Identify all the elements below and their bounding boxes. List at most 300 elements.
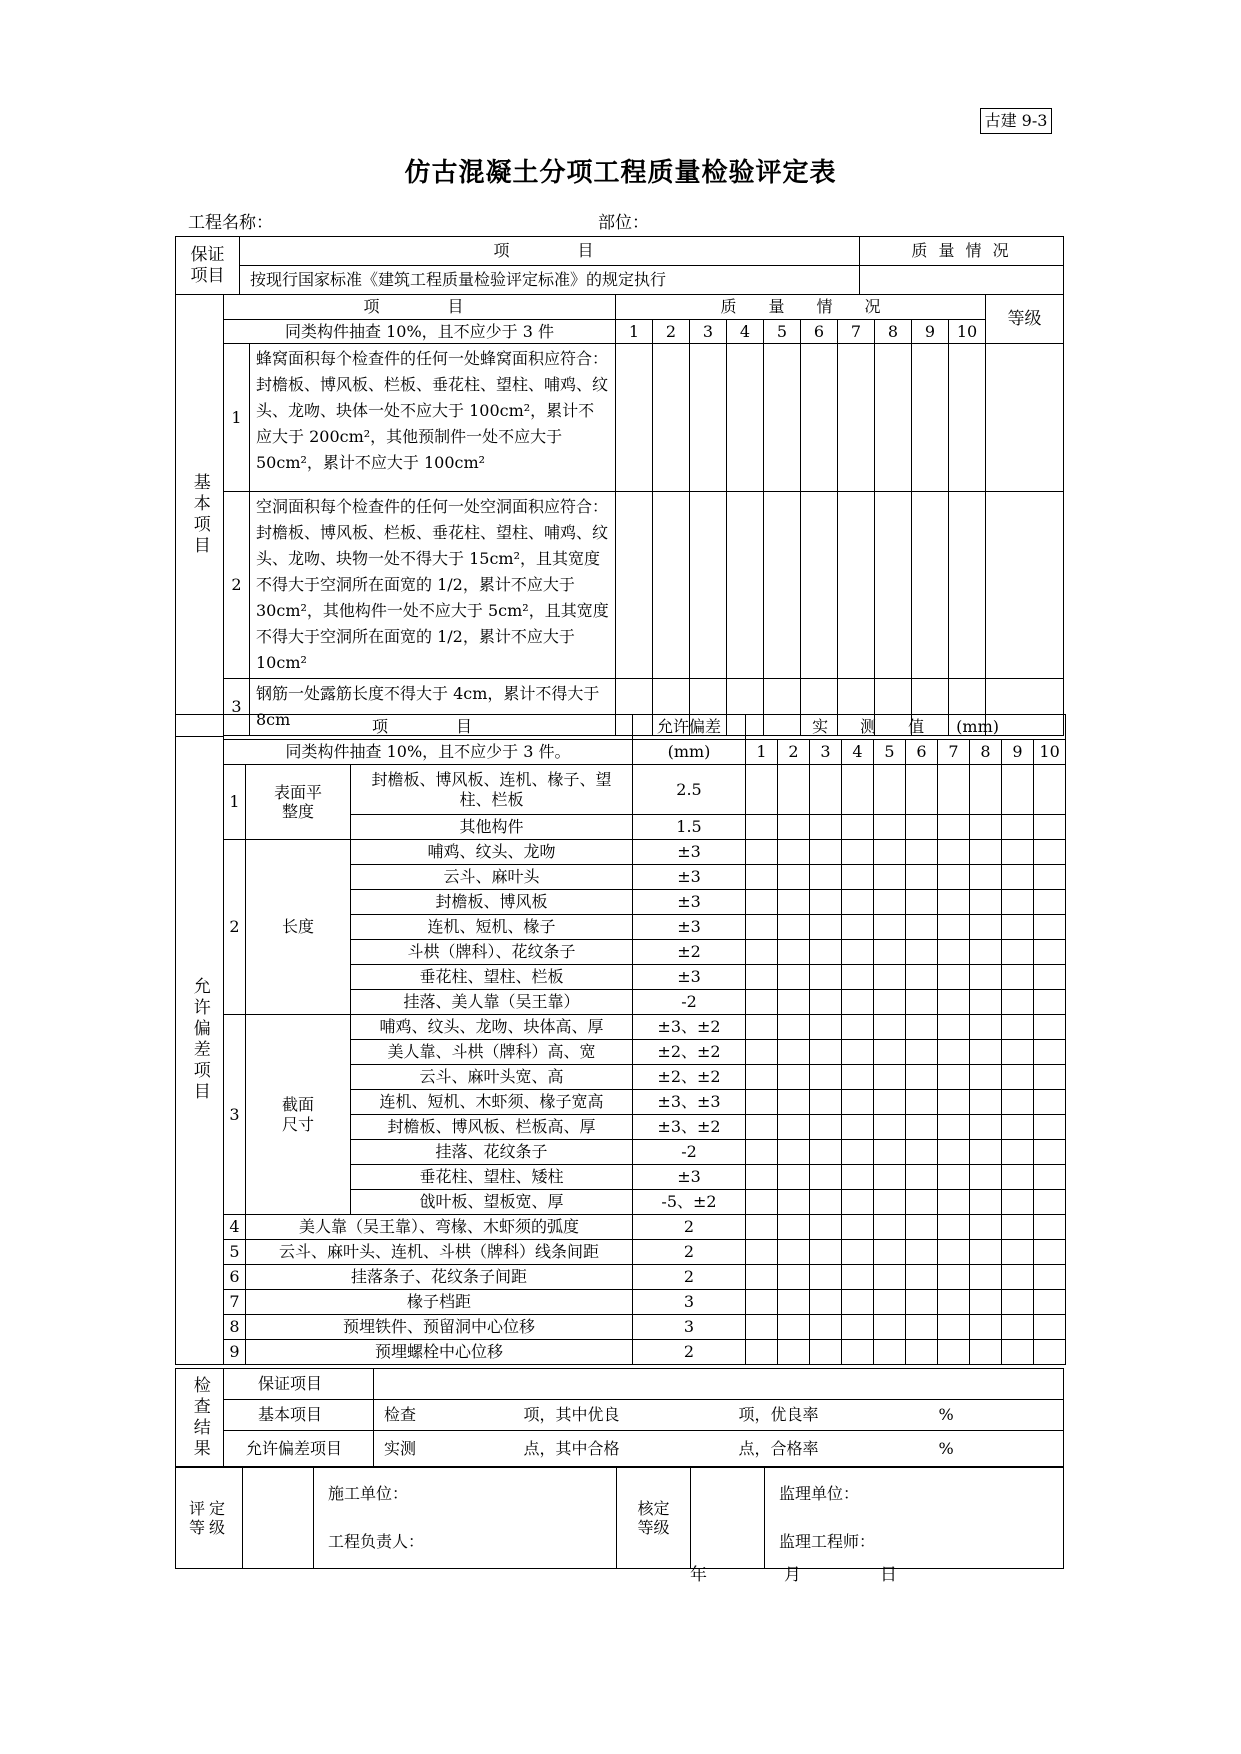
measure-cell[interactable]	[874, 1265, 906, 1290]
single-value: 2	[633, 1240, 746, 1265]
deviation-col-measured: 实 测 值 (mm)	[746, 715, 1066, 740]
measure-cell[interactable]	[906, 890, 938, 915]
measure-cell[interactable]	[874, 990, 906, 1015]
measure-cell[interactable]	[1034, 1065, 1066, 1090]
measure-cell[interactable]	[938, 1265, 970, 1290]
measure-cell[interactable]	[970, 965, 1002, 990]
quality-cell[interactable]	[875, 344, 912, 492]
measure-cell[interactable]	[778, 990, 810, 1015]
measure-cell[interactable]	[906, 1065, 938, 1090]
measure-cell[interactable]	[778, 1065, 810, 1090]
guarantee-section-label: 保证项目	[176, 237, 240, 295]
measure-cell[interactable]	[906, 815, 938, 840]
measure-cell[interactable]	[906, 1115, 938, 1140]
result-section-label: 检查结果	[176, 1369, 224, 1467]
measure-cell[interactable]	[874, 865, 906, 890]
measure-cell[interactable]	[906, 1265, 938, 1290]
quality-cell[interactable]	[764, 344, 801, 492]
measure-cell[interactable]	[970, 990, 1002, 1015]
measure-cell[interactable]	[842, 815, 874, 840]
basic-num-10: 10	[949, 320, 986, 344]
measure-cell[interactable]	[810, 915, 842, 940]
measure-cell[interactable]	[906, 1165, 938, 1190]
measure-cell[interactable]	[778, 1015, 810, 1040]
dev-row	[176, 1265, 1066, 1290]
measure-cell[interactable]	[938, 965, 970, 990]
measure-cell[interactable]	[746, 1190, 778, 1215]
measure-cell[interactable]	[874, 1140, 906, 1165]
measure-cell[interactable]	[906, 1290, 938, 1315]
measure-cell[interactable]	[938, 1115, 970, 1140]
measure-cell[interactable]	[874, 1065, 906, 1090]
measure-cell[interactable]	[810, 1015, 842, 1040]
dev-row	[176, 1215, 1066, 1240]
measure-cell[interactable]	[1002, 1165, 1034, 1190]
measure-cell[interactable]	[842, 940, 874, 965]
evaluation-table	[175, 1467, 1064, 1569]
measure-cell[interactable]	[746, 1140, 778, 1165]
measure-cell[interactable]	[1002, 940, 1034, 965]
measure-cell[interactable]	[842, 1115, 874, 1140]
measure-cell[interactable]	[746, 1115, 778, 1140]
quality-cell[interactable]	[690, 344, 727, 492]
measure-cell[interactable]	[810, 840, 842, 865]
measure-cell[interactable]	[842, 965, 874, 990]
measure-cell[interactable]	[1002, 865, 1034, 890]
measure-cell[interactable]	[1002, 1190, 1034, 1215]
measure-cell[interactable]	[938, 1190, 970, 1215]
measure-cell[interactable]	[778, 1165, 810, 1190]
measure-cell[interactable]	[810, 1340, 842, 1365]
measure-cell[interactable]	[938, 1065, 970, 1090]
measure-cell[interactable]	[970, 1140, 1002, 1165]
quality-cell[interactable]	[912, 344, 949, 492]
measure-cell[interactable]	[1002, 1265, 1034, 1290]
measure-cell[interactable]	[970, 1315, 1002, 1340]
measure-cell[interactable]	[874, 840, 906, 865]
dev-value: ±3	[633, 865, 746, 890]
measure-cell[interactable]	[746, 765, 778, 815]
measure-cell[interactable]	[938, 1090, 970, 1115]
measure-cell[interactable]	[746, 1240, 778, 1265]
measure-cell[interactable]	[1002, 1140, 1034, 1165]
measure-cell[interactable]	[746, 940, 778, 965]
measure-cell[interactable]	[906, 765, 938, 815]
dev-item: 美人靠、斗栱（牌科）高、宽	[351, 1040, 633, 1065]
measure-cell[interactable]	[810, 1140, 842, 1165]
measure-cell[interactable]	[1002, 915, 1034, 940]
measure-cell[interactable]	[938, 990, 970, 1015]
measure-cell[interactable]	[1002, 990, 1034, 1015]
measure-cell[interactable]	[938, 1240, 970, 1265]
measure-cell[interactable]	[970, 840, 1002, 865]
measure-cell[interactable]	[1034, 1165, 1066, 1190]
quality-cell[interactable]	[838, 344, 875, 492]
measure-cell[interactable]	[746, 1090, 778, 1115]
measure-cell[interactable]	[906, 840, 938, 865]
measure-cell[interactable]	[746, 1015, 778, 1040]
measure-cell[interactable]	[810, 990, 842, 1015]
measure-cell[interactable]	[1034, 1215, 1066, 1240]
dev-value: ±3	[633, 840, 746, 865]
measure-cell[interactable]	[970, 940, 1002, 965]
measure-cell[interactable]	[1002, 815, 1034, 840]
measure-cell[interactable]	[970, 1090, 1002, 1115]
measure-cell[interactable]	[1002, 1240, 1034, 1265]
measure-cell[interactable]	[970, 1115, 1002, 1140]
measure-cell[interactable]	[1002, 1290, 1034, 1315]
guarantee-table	[175, 236, 1064, 295]
quality-cell[interactable]	[764, 492, 801, 679]
single-item: 挂落条子、花纹条子间距	[246, 1265, 633, 1290]
measure-cell[interactable]	[874, 1015, 906, 1040]
measure-cell[interactable]	[1034, 865, 1066, 890]
measure-cell[interactable]	[874, 1315, 906, 1340]
measure-cell[interactable]	[906, 1190, 938, 1215]
measure-cell[interactable]	[778, 1115, 810, 1140]
grade-cell[interactable]	[986, 492, 1064, 679]
measure-cell[interactable]	[746, 1315, 778, 1340]
measure-cell[interactable]	[1002, 765, 1034, 815]
dev-num-8: 8	[970, 740, 1002, 765]
measure-cell[interactable]	[842, 1165, 874, 1190]
measure-cell[interactable]	[778, 940, 810, 965]
single-item: 美人靠（吴王靠）、弯椽、木虾须的弧度	[246, 1215, 633, 1240]
measure-cell[interactable]	[874, 1040, 906, 1065]
measure-cell[interactable]	[842, 1315, 874, 1340]
measure-cell[interactable]	[906, 1340, 938, 1365]
measure-cell[interactable]	[1034, 840, 1066, 865]
measure-cell[interactable]	[906, 940, 938, 965]
measure-cell[interactable]	[746, 1065, 778, 1090]
result-a: 实测	[374, 1431, 514, 1467]
measure-cell[interactable]	[938, 765, 970, 815]
measure-cell[interactable]	[970, 1015, 1002, 1040]
measure-cell[interactable]	[1034, 1315, 1066, 1340]
measure-cell[interactable]	[810, 1115, 842, 1140]
measure-cell[interactable]	[874, 915, 906, 940]
dev-item: 连机、短机、椽子	[351, 915, 633, 940]
eval-grade-value[interactable]	[243, 1468, 314, 1569]
dev-row	[176, 1240, 1066, 1265]
measure-cell[interactable]	[842, 765, 874, 815]
measure-cell[interactable]	[746, 1290, 778, 1315]
measure-cell[interactable]	[1034, 1240, 1066, 1265]
measure-cell[interactable]	[874, 1240, 906, 1265]
measure-cell[interactable]	[778, 1265, 810, 1290]
measure-cell[interactable]	[906, 865, 938, 890]
measure-cell[interactable]	[1034, 1040, 1066, 1065]
measure-cell[interactable]	[938, 1315, 970, 1340]
eval-construction	[314, 1468, 617, 1569]
measure-cell[interactable]	[778, 1215, 810, 1240]
quality-cell[interactable]	[616, 344, 653, 492]
measure-cell[interactable]	[810, 1290, 842, 1315]
measure-cell[interactable]	[842, 890, 874, 915]
measure-cell[interactable]	[810, 1265, 842, 1290]
measure-cell[interactable]	[746, 865, 778, 890]
measure-cell[interactable]	[746, 890, 778, 915]
measure-cell[interactable]	[842, 1240, 874, 1265]
measure-cell[interactable]	[1034, 765, 1066, 815]
page-title: 仿古混凝土分项工程质量检验评定表	[404, 158, 837, 188]
measure-cell[interactable]	[842, 1140, 874, 1165]
measure-cell[interactable]	[1034, 815, 1066, 840]
measure-cell[interactable]	[810, 1240, 842, 1265]
measure-cell[interactable]	[778, 890, 810, 915]
measure-cell[interactable]	[874, 765, 906, 815]
measure-cell[interactable]	[842, 1265, 874, 1290]
dev-item: 垂花柱、望柱、矮柱	[351, 1165, 633, 1190]
measure-cell[interactable]	[970, 1190, 1002, 1215]
measure-cell[interactable]	[970, 765, 1002, 815]
guarantee-col-quality: 质 量 情 况	[860, 237, 1064, 266]
measure-cell[interactable]	[842, 840, 874, 865]
measure-cell[interactable]	[970, 1165, 1002, 1190]
quality-cell[interactable]	[690, 492, 727, 679]
measure-cell[interactable]	[842, 1040, 874, 1065]
measure-cell[interactable]	[746, 1265, 778, 1290]
measure-cell[interactable]	[746, 990, 778, 1015]
deviation-table	[175, 714, 1066, 1365]
measure-cell[interactable]	[778, 865, 810, 890]
measure-cell[interactable]	[938, 1140, 970, 1165]
measure-cell[interactable]	[1002, 1090, 1034, 1115]
measure-cell[interactable]	[810, 965, 842, 990]
measure-cell[interactable]	[874, 1215, 906, 1240]
basic-num-7: 7	[838, 320, 875, 344]
measure-cell[interactable]	[842, 1340, 874, 1365]
measure-cell[interactable]	[874, 1190, 906, 1215]
measure-cell[interactable]	[970, 915, 1002, 940]
measure-cell[interactable]	[938, 1165, 970, 1190]
measure-cell[interactable]	[1002, 1315, 1034, 1340]
grade-cell[interactable]	[986, 344, 1064, 492]
quality-cell[interactable]	[801, 344, 838, 492]
measure-cell[interactable]	[778, 1140, 810, 1165]
measure-cell[interactable]	[810, 1315, 842, 1340]
supervision-unit-label: 监理单位：	[779, 1484, 860, 1503]
measure-cell[interactable]	[842, 1065, 874, 1090]
quality-cell[interactable]	[949, 344, 986, 492]
quality-cell[interactable]	[727, 344, 764, 492]
measure-cell[interactable]	[810, 765, 842, 815]
measure-cell[interactable]	[1034, 1140, 1066, 1165]
measure-cell[interactable]	[1034, 1115, 1066, 1140]
measure-cell[interactable]	[970, 1240, 1002, 1265]
measure-cell[interactable]	[1002, 965, 1034, 990]
measure-cell[interactable]	[810, 865, 842, 890]
measure-cell[interactable]	[906, 1140, 938, 1165]
measure-cell[interactable]	[810, 815, 842, 840]
measure-cell[interactable]	[778, 765, 810, 815]
quality-cell[interactable]	[801, 492, 838, 679]
measure-cell[interactable]	[778, 965, 810, 990]
measure-cell[interactable]	[970, 1290, 1002, 1315]
measure-cell[interactable]	[874, 1115, 906, 1140]
measure-cell[interactable]	[810, 1090, 842, 1115]
measure-cell[interactable]	[970, 865, 1002, 890]
measure-cell[interactable]	[842, 990, 874, 1015]
measure-cell[interactable]	[938, 1290, 970, 1315]
measure-cell[interactable]	[874, 1340, 906, 1365]
measure-cell[interactable]	[906, 1215, 938, 1240]
measure-cell[interactable]	[746, 1340, 778, 1365]
measure-cell[interactable]	[746, 815, 778, 840]
basic-num-2: 2	[653, 320, 690, 344]
measure-cell[interactable]	[810, 1165, 842, 1190]
measure-cell[interactable]	[746, 1165, 778, 1190]
measure-cell[interactable]	[1002, 1115, 1034, 1140]
measure-cell[interactable]	[1034, 965, 1066, 990]
measure-cell[interactable]	[874, 1090, 906, 1115]
measure-cell[interactable]	[810, 1065, 842, 1090]
measure-cell[interactable]	[746, 1215, 778, 1240]
measure-cell[interactable]	[778, 840, 810, 865]
guarantee-col-item: 项 目	[240, 237, 860, 266]
quality-cell[interactable]	[653, 492, 690, 679]
measure-cell[interactable]	[906, 1240, 938, 1265]
measure-cell[interactable]	[842, 1190, 874, 1215]
quality-cell[interactable]	[912, 492, 949, 679]
project-name-label: 工程名称：	[188, 213, 273, 233]
deviation-col-allow: 允许偏差	[633, 715, 746, 740]
measure-cell[interactable]	[906, 965, 938, 990]
measure-cell[interactable]	[1034, 990, 1066, 1015]
result-d: %	[929, 1431, 1064, 1467]
measure-cell[interactable]	[1002, 890, 1034, 915]
group-name: 截面尺寸	[246, 1015, 351, 1215]
measure-cell[interactable]	[1002, 840, 1034, 865]
result-table	[175, 1368, 1064, 1467]
measure-cell[interactable]	[1002, 1340, 1034, 1365]
result-d: %	[929, 1400, 1064, 1431]
measure-cell[interactable]	[938, 940, 970, 965]
quality-cell[interactable]	[838, 492, 875, 679]
measure-cell[interactable]	[746, 840, 778, 865]
measure-cell[interactable]	[970, 1040, 1002, 1065]
measure-cell[interactable]	[1002, 1015, 1034, 1040]
measure-cell[interactable]	[874, 965, 906, 990]
measure-cell[interactable]	[938, 840, 970, 865]
result-b: 点，其中合格	[514, 1431, 729, 1467]
single-value: 3	[633, 1290, 746, 1315]
measure-cell[interactable]	[906, 1015, 938, 1040]
measure-cell[interactable]	[810, 1040, 842, 1065]
measure-cell[interactable]	[938, 1040, 970, 1065]
quality-cell[interactable]	[875, 492, 912, 679]
measure-cell[interactable]	[810, 1215, 842, 1240]
quality-cell[interactable]	[727, 492, 764, 679]
measure-cell[interactable]	[810, 890, 842, 915]
quality-cell[interactable]	[616, 492, 653, 679]
measure-cell[interactable]	[1002, 1215, 1034, 1240]
measure-cell[interactable]	[778, 915, 810, 940]
supervision-engineer-label: 监理工程师：	[779, 1532, 876, 1551]
measure-cell[interactable]	[970, 815, 1002, 840]
measure-cell[interactable]	[906, 990, 938, 1015]
measure-cell[interactable]	[778, 1340, 810, 1365]
guarantee-quality-cell[interactable]	[860, 266, 1064, 295]
quality-cell[interactable]	[949, 492, 986, 679]
measure-cell[interactable]	[1034, 1265, 1066, 1290]
verify-grade-value[interactable]	[691, 1468, 765, 1569]
measure-cell[interactable]	[906, 1315, 938, 1340]
dev-item: 垂花柱、望柱、栏板	[351, 965, 633, 990]
single-value: 2	[633, 1215, 746, 1240]
measure-cell[interactable]	[874, 1165, 906, 1190]
measure-cell[interactable]	[970, 1340, 1002, 1365]
measure-cell[interactable]	[842, 865, 874, 890]
measure-cell[interactable]	[906, 915, 938, 940]
measure-cell[interactable]	[1002, 1040, 1034, 1065]
dev-num-7: 7	[938, 740, 970, 765]
measure-cell[interactable]	[874, 815, 906, 840]
measure-cell[interactable]	[778, 1190, 810, 1215]
single-no: 6	[224, 1265, 246, 1290]
dev-value: ±2	[633, 940, 746, 965]
measure-cell[interactable]	[778, 815, 810, 840]
measure-cell[interactable]	[842, 1215, 874, 1240]
measure-cell[interactable]	[1034, 1340, 1066, 1365]
measure-cell[interactable]	[906, 1040, 938, 1065]
measure-cell[interactable]	[938, 865, 970, 890]
single-item: 云斗、麻叶头、连机、斗栱（牌科）线条间距	[246, 1240, 633, 1265]
measure-cell[interactable]	[1034, 940, 1066, 965]
measure-cell[interactable]	[746, 1040, 778, 1065]
measure-cell[interactable]	[1034, 1190, 1066, 1215]
measure-cell[interactable]	[810, 940, 842, 965]
measure-cell[interactable]	[778, 1240, 810, 1265]
measure-cell[interactable]	[970, 1265, 1002, 1290]
measure-cell[interactable]	[778, 1090, 810, 1115]
measure-cell[interactable]	[842, 915, 874, 940]
measure-cell[interactable]	[746, 915, 778, 940]
measure-cell[interactable]	[746, 965, 778, 990]
measure-cell[interactable]	[778, 1315, 810, 1340]
date-year: 年	[690, 1565, 707, 1585]
measure-cell[interactable]	[970, 1065, 1002, 1090]
measure-cell[interactable]	[810, 1190, 842, 1215]
measure-cell[interactable]	[842, 1090, 874, 1115]
group-no: 3	[224, 1015, 246, 1215]
quality-cell[interactable]	[653, 344, 690, 492]
measure-cell[interactable]	[1034, 1090, 1066, 1115]
measure-cell[interactable]	[778, 1290, 810, 1315]
measure-cell[interactable]	[938, 1215, 970, 1240]
measure-cell[interactable]	[842, 1290, 874, 1315]
measure-cell[interactable]	[938, 890, 970, 915]
measure-cell[interactable]	[778, 1040, 810, 1065]
measure-cell[interactable]	[1034, 1290, 1066, 1315]
measure-cell[interactable]	[874, 1290, 906, 1315]
result-guarantee-value[interactable]	[374, 1369, 1064, 1400]
measure-cell[interactable]	[1034, 1015, 1066, 1040]
measure-cell[interactable]	[970, 1215, 1002, 1240]
measure-cell[interactable]	[938, 815, 970, 840]
measure-cell[interactable]	[842, 1015, 874, 1040]
measure-cell[interactable]	[938, 1340, 970, 1365]
measure-cell[interactable]	[1034, 915, 1066, 940]
measure-cell[interactable]	[938, 1015, 970, 1040]
measure-cell[interactable]	[1034, 890, 1066, 915]
measure-cell[interactable]	[874, 940, 906, 965]
measure-cell[interactable]	[1002, 1065, 1034, 1090]
measure-cell[interactable]	[970, 890, 1002, 915]
measure-cell[interactable]	[874, 890, 906, 915]
measure-cell[interactable]	[906, 1090, 938, 1115]
measure-cell[interactable]	[938, 915, 970, 940]
